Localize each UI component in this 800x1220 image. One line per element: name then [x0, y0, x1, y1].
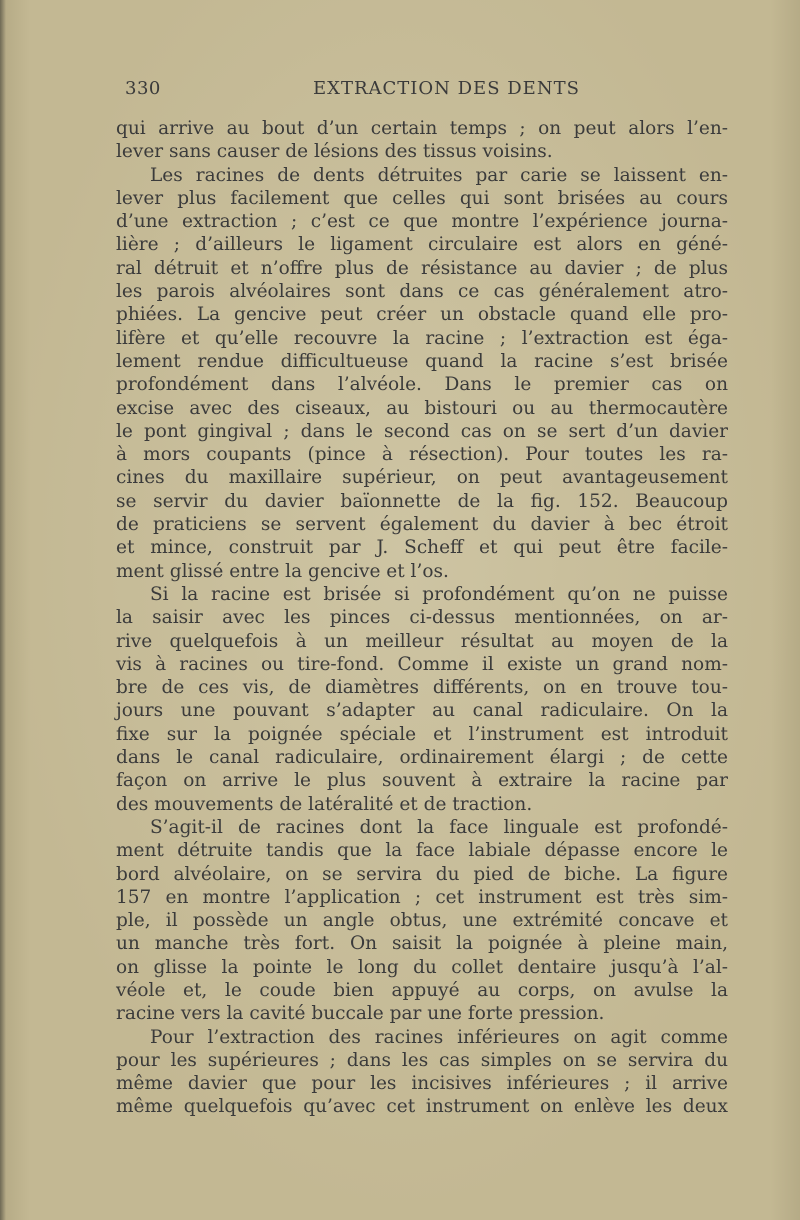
text-line: même davier que pour les incisives inférieures ; il arrive: [116, 1073, 728, 1095]
text-line: lever plus facilement que celles qui sont brisées au cours: [116, 187, 728, 209]
text-line: Les racines de dents détruites par carie se laissent en-: [150, 164, 728, 186]
text-line: Si la racine est brisée si profondément qu’on ne puisse: [150, 583, 728, 605]
page-header: [125, 78, 725, 104]
text-line: fixe sur la poignée spéciale et l’instrument est introduit: [116, 723, 728, 745]
text-line: à mors coupants (pince à résection). Pour toutes les ra-: [116, 444, 728, 466]
text-line: cines du maxillaire supérieur, on peut avantageusement: [116, 467, 728, 489]
text-line: Pour l’extraction des racines inférieures on agit comme: [150, 1026, 728, 1048]
text-line: bre de ces vis, de diamètres différents, on en trouve tou-: [116, 677, 728, 699]
body-text: [116, 117, 728, 1119]
text-line: des mouvements de latéralité et de traction.: [116, 793, 533, 815]
page-number: 330: [125, 78, 161, 99]
text-line: ple, il possède un angle obtus, une extrémité concave et: [116, 910, 728, 932]
text-line: jours une pouvant s’adapter au canal radiculaire. On la: [116, 700, 728, 722]
text-line: ral détruit et n’offre plus de résistance au davier ; de plus: [116, 257, 728, 279]
paragraph: [116, 583, 728, 816]
text-line: S’agit-il de racines dont la face linguale est profondé-: [150, 816, 728, 838]
text-line: dans le canal radiculaire, ordinairement élargi ; de cette: [116, 747, 728, 769]
text-line: ment détruite tandis que la face labiale dépasse encore le: [116, 840, 728, 862]
text-line: véole et, le coude bien appuyé au corps, on avulse la: [116, 979, 728, 1001]
text-line: la saisir avec les pinces ci-dessus mentionnées, on ar-: [116, 607, 728, 629]
text-line: même quelquefois qu’avec cet instrument on enlève les deux: [116, 1096, 728, 1118]
text-line: rive quelquefois à un meilleur résultat au moyen de la: [116, 630, 728, 652]
text-line: lifère et qu’elle recouvre la racine ; l’extraction est éga-: [116, 327, 728, 349]
text-line: pour les supérieures ; dans les cas simples on se servira du: [116, 1049, 728, 1071]
running-title: EXTRACTION DES DENTS: [313, 78, 580, 99]
text-line: on glisse la pointe le long du collet dentaire jusqu’à l’al-: [116, 956, 728, 978]
paragraph: [116, 117, 728, 164]
text-line: lever sans causer de lésions des tissus voisins.: [116, 141, 553, 163]
text-line: lière ; d’ailleurs le ligament circulaire est alors en géné-: [116, 234, 728, 256]
text-line: qui arrive au bout d’un certain temps ; on peut alors l’en-: [116, 118, 728, 139]
text-line: un manche très fort. On saisit la poignée à pleine main,: [116, 933, 728, 955]
text-line: et mince, construit par J. Scheff et qui peut être facile-: [116, 537, 728, 559]
text-line: les parois alvéolaires sont dans ce cas généralement atro-: [116, 281, 728, 303]
text-line: d’une extraction ; c’est ce que montre l’expérience journa-: [116, 211, 728, 233]
text-line: phiées. La gencive peut créer un obstacle quand elle pro-: [116, 304, 728, 326]
text-line: se servir du davier baïonnette de la fig. 152. Beaucoup: [116, 490, 728, 512]
text-line: 157 en montre l’application ; cet instrument est très sim-: [116, 886, 728, 908]
text-line: le pont gingival ; dans le second cas on se sert d’un davier: [116, 420, 728, 442]
text-line: ment glissé entre la gencive et l’os.: [116, 560, 449, 582]
text-line: vis à racines ou tire-fond. Comme il existe un grand nom-: [116, 653, 728, 675]
text-line: racine vers la cavité buccale par une forte pression.: [116, 1003, 605, 1025]
text-line: façon on arrive le plus souvent à extraire la racine par: [116, 770, 728, 792]
page-edge-shadow: [0, 0, 6, 1220]
text-line: excise avec des ciseaux, au bistouri ou au thermocautère: [116, 397, 728, 419]
paragraph: [116, 164, 728, 583]
paragraph: [116, 1026, 728, 1119]
text-line: bord alvéolaire, on se servira du pied de biche. La figure: [116, 863, 728, 885]
paragraph: [116, 816, 728, 1026]
text-line: profondément dans l’alvéole. Dans le premier cas on: [116, 374, 728, 396]
text-line: de praticiens se servent également du davier à bec étroit: [116, 514, 728, 536]
text-line: lement rendue difficultueuse quand la racine s’est brisée: [116, 350, 728, 372]
